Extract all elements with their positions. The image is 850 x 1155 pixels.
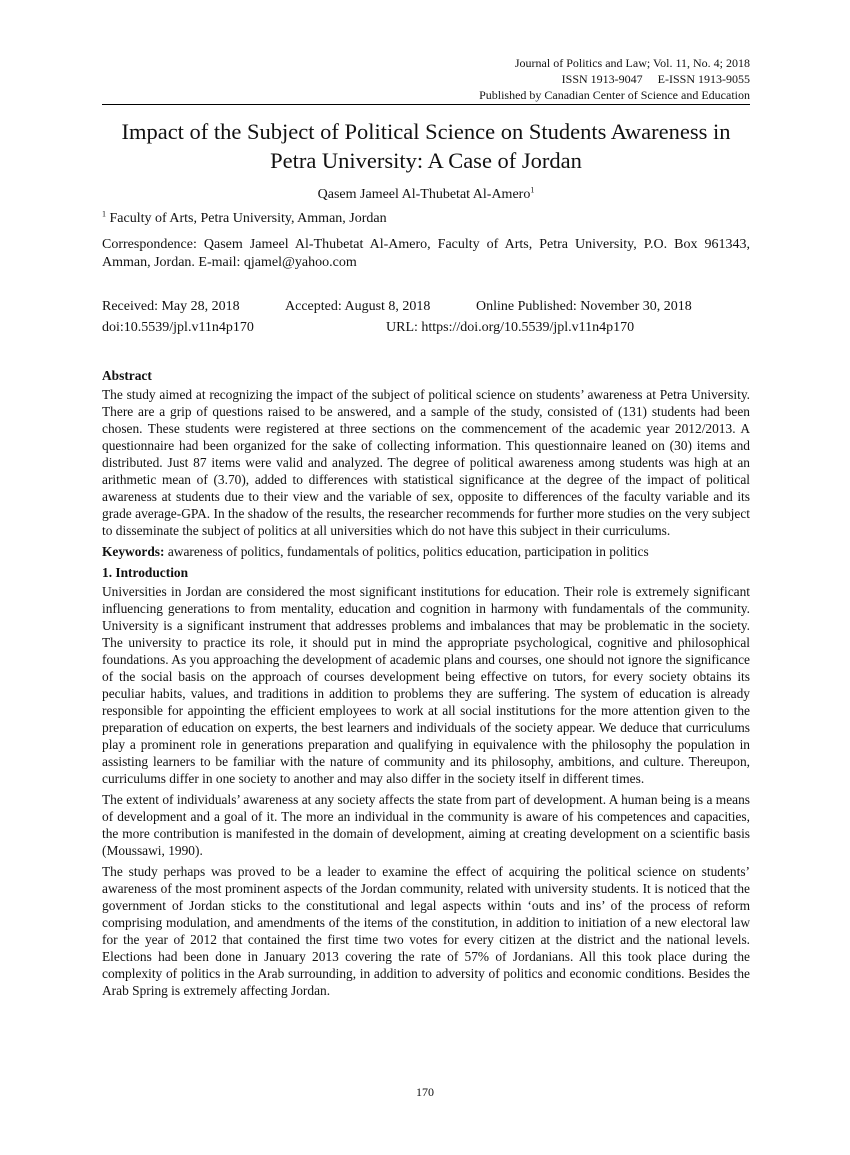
article-body [102,367,750,1003]
running-header [479,55,750,103]
publisher-line: Published by Canadian Center of Science and Education [479,88,750,102]
keywords-text: awareness of politics, fundamentals of politics, politics education, participation in politics [164,544,649,559]
published-date: Online Published: November 30, 2018 [476,299,692,314]
introduction-heading: 1. Introduction [102,565,189,580]
keywords-label: Keywords: [102,544,165,559]
received-date: Received: May 28, 2018 [102,299,240,314]
header-rule [102,104,750,105]
author-line [102,187,750,203]
accepted-date: Accepted: August 8, 2018 [285,299,431,314]
page-number: 170 [416,1085,434,1099]
affiliation-text: Faculty of Arts, Petra University, Amman, Jordan [106,211,387,226]
author-name: Qasem Jameel Al-Thubetat Al-Amero [317,187,531,202]
abstract-heading: Abstract [102,368,152,383]
abstract-text: The study aimed at recognizing the impact of the subject of political science on students’ awareness at Petra University. There are a grip of questions raised to be answered, and a sample of the study, consisted of (131) students had been chosen. These students were registered at three sections on the commencement of the academic year 2012/2013. A questionnaire had been organized for the sake of collecting information. This questionnaire leaned on (30) items and distributed. Just 87 items were valid and analyzed. The degree of political awareness among students was high at an arithmetic mean of (3.70), added to differences with statistical significance at the degree of the impact of political awareness at students due to their view and the variable of sex, opposite to differences of the faculty variable and its grade average-GPA. In the shadow of the results, the researcher recommends for further more studies on the very subject to disseminate the subject of politics at all universities which do not have this subject in their curriculums. [102,387,750,538]
journal-citation: Journal of Politics and Law; Vol. 11, No. 4; 2018 [514,56,750,70]
author-affiliation-mark: 1 [530,185,535,195]
issn-line: ISSN 1913-9047 E-ISSN 1913-9055 [561,72,750,86]
intro-paragraph-3: The study perhaps was proved to be a leader to examine the effect of acquiring the political science on students’ awareness of the most prominent aspects of the Jordan community, related with university students. It is noticed that the government of Jordan sticks to the constitutional and legal aspects within ‘outs and ins’ of the process of reform comprising modulation, and amendments of the items of the constitution, in addition to initiation of a new electoral law for the year of 2012 that contained the first time two votes for every citizen at the district and the national levels. Elections had been done in January 2013 covering the rate of 57% of Jordanians. All this took place during the complexity of politics in the Arab surrounding, in addition to adversity of politics and economic conditions. Besides the Arab Spring is extremely affecting Jordan. [102,864,750,998]
doi: doi:10.5539/jpl.v11n4p170 [102,320,254,335]
keywords [102,543,750,560]
affiliation [102,211,387,227]
correspondence: Correspondence: Qasem Jameel Al-Thubetat Al-Amero, Faculty of Arts, Petra University, P.O. Box 961343, Amman, Jordan. E-mail: qjamel@yahoo.com [102,237,750,270]
article-title: Impact of the Subject of Political Science on Students Awareness in Petra University: A Case of Jordan [121,119,731,173]
intro-paragraph-1: Universities in Jordan are considered the most significant institutions for education. Their role is extremely significant influencing generations to from mentality, education and cognition in harmony with fundamentals of the community. University is a significant instrument that addresses problems and imbalances that may be problematic in the society. The university to practice its role, it should put in mind the appropriate psychological, cognitive and philosophical foundations. As you approaching the development of academic plans and courses, one should not ignore the significance of the social basis on the approach of courses development being effective on tutors, for every society obtains its peculiar habits, values, and traditions in addition to problems they are suffering. The system of education is already responsible for appointing the efficient employees to work at all social institutions for the more attention given to the preparation of education on experts, the best learners and individuals of the society appear. We deduce that curriculums play a prominent role in generations preparation and qualifying in equivalence with the philosophy the population in assisting learners to be familiar with the nature of community and its philosophy, ambitions, and culture. Thereupon, curriculums differ in one society to another and may also differ in the society itself in different times. [102,584,750,786]
affiliation-mark: 1 [102,209,106,219]
intro-paragraph-2: The extent of individuals’ awareness at any society affects the state from part of development. A human being is a means of development and a goal of it. The more an individual in the community is aware of his competences and capacities, the more contribution is manifested in the domain of development, aiming at creating development on a scientific basis (Moussawi, 1990). [102,792,750,858]
article-url[interactable]: URL: https://doi.org/10.5539/jpl.v11n4p170 [386,320,635,335]
